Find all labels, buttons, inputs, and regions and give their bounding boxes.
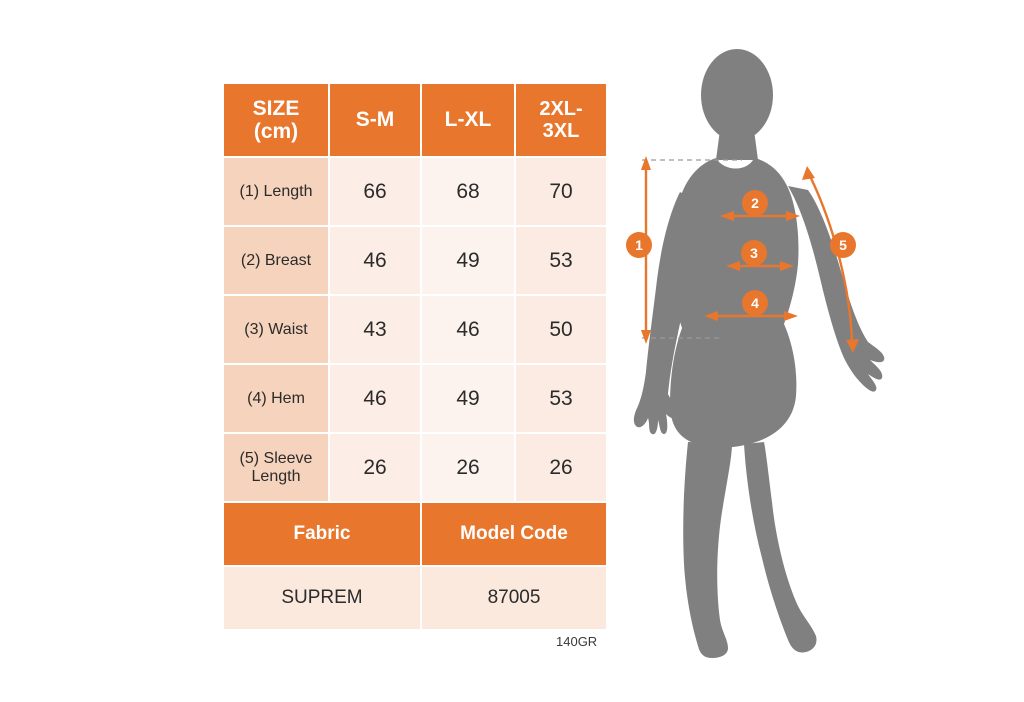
cell-breast-sm: 46 [329,226,421,295]
table-header-row [223,83,607,157]
measure-badge-4: 4 [742,290,768,316]
female-silhouette-svg [612,20,1012,680]
table-row [223,364,607,433]
measurement-figure [612,20,1012,680]
measure-badge-1: 1 [626,232,652,258]
table-row [223,295,607,364]
cell-waist-sm: 43 [329,295,421,364]
measure-badge-5: 5 [830,232,856,258]
table-header-size [223,83,329,157]
footer-header-fabric: Fabric [223,502,421,566]
size-table [222,82,608,631]
cell-waist-lxl: 46 [421,295,515,364]
measure-badge-2: 2 [742,190,768,216]
row-label-hem: (4) Hem [223,364,329,433]
cell-length-lxl: 68 [421,157,515,226]
cell-sleeve-2xl3xl: 26 [515,433,607,502]
cell-hem-2xl3xl: 53 [515,364,607,433]
cell-waist-2xl3xl: 50 [515,295,607,364]
cell-sleeve-sm: 26 [329,433,421,502]
measure-badge-3: 3 [741,240,767,266]
cell-breast-lxl: 49 [421,226,515,295]
table-header-s-m: S-M [329,83,421,157]
cell-sleeve-lxl: 26 [421,433,515,502]
body-silhouette [634,49,884,658]
footer-value-fabric: SUPREM [223,566,421,630]
table-row [223,433,607,502]
table-header-size-line1: SIZE [252,96,300,120]
table-header-size-line2: (cm) [253,120,299,143]
size-table-container [222,82,604,631]
row-label-sleeve-length: (5) Sleeve Length [223,433,329,502]
cell-hem-sm: 46 [329,364,421,433]
cell-length-2xl3xl: 70 [515,157,607,226]
row-label-waist: (3) Waist [223,295,329,364]
cell-hem-lxl: 49 [421,364,515,433]
table-footer-row [223,566,607,630]
cell-length-sm: 66 [329,157,421,226]
cell-breast-2xl3xl: 53 [515,226,607,295]
footer-header-model-code: Model Code [421,502,607,566]
row-label-length: (1) Length [223,157,329,226]
table-row [223,157,607,226]
table-header-2xl-3xl: 2XL- 3XL [515,83,607,157]
fabric-weight-note: 140GR [556,634,598,649]
table-footer-header-row [223,502,607,566]
table-header-l-xl: L-XL [421,83,515,157]
footer-value-model-code: 87005 [421,566,607,630]
table-row [223,226,607,295]
row-label-breast: (2) Breast [223,226,329,295]
